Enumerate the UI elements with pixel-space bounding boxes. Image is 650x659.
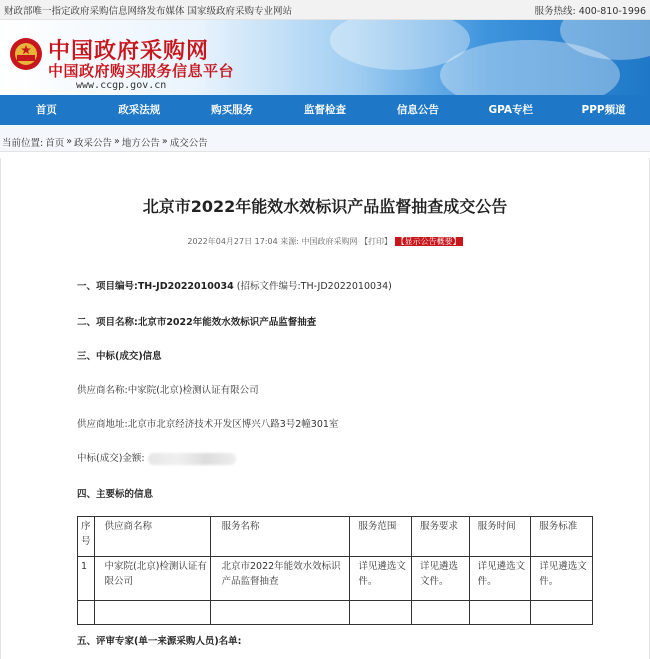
table-cell: 详见遴选文件。 — [469, 557, 531, 601]
supplier-name: 中家院(北京)检测认证有限公司 — [127, 385, 259, 396]
table-cell: 北京市2022年能效水效标识产品监督抽查 — [211, 557, 350, 601]
service-hotline — [534, 3, 646, 17]
breadcrumb-local-announcements[interactable]: 地方公告 — [121, 137, 160, 149]
hotline-number: 400-810-1996 — [578, 5, 646, 17]
table-header: 服务名称 — [211, 517, 350, 557]
national-emblem-icon[interactable] — [8, 34, 44, 74]
main-subject-heading — [77, 486, 153, 500]
supplier-name-label: 供应商名称: — [77, 385, 128, 396]
breadcrumb — [0, 132, 650, 152]
page-title: 北京市2022年能效水效标识产品监督抽查成交公告 — [142, 197, 508, 216]
table-cell: 详见遴选文件。 — [350, 557, 412, 601]
table-cell — [350, 601, 412, 625]
section-heading: 五、评审专家(单一来源采购人员)名单: — [77, 636, 242, 647]
breadcrumb-separator: » — [66, 136, 73, 147]
table-cell — [94, 601, 211, 625]
source-label: 来源: — [280, 237, 299, 246]
table-row — [78, 601, 593, 625]
table-header: 序号 — [78, 517, 95, 557]
table-header-row — [78, 517, 593, 557]
supplier-name-line — [77, 382, 259, 396]
table-cell — [469, 601, 531, 625]
table-header: 服务要求 — [411, 517, 469, 557]
breadcrumb-separator: » — [161, 136, 168, 147]
redacted-amount — [148, 453, 236, 465]
table-cell: 详见遴选文件。 — [411, 557, 469, 601]
site-title[interactable]: 中国政府采购网 — [48, 39, 210, 64]
publish-date: 2022年04月27日 17:04 — [187, 237, 278, 246]
table-header: 服务范围 — [350, 517, 412, 557]
article-meta — [1, 236, 649, 247]
project-name-label: 二、项目名称: — [77, 317, 138, 328]
supplier-address: 北京市北京经济技术开发区博兴八路3号2幢301室 — [127, 419, 339, 430]
section-heading: 三、中标(成交)信息 — [77, 351, 162, 362]
breadcrumb-gov-announcements[interactable]: 政采公告 — [74, 137, 113, 149]
spacer — [0, 125, 650, 132]
section-heading: 四、主要标的信息 — [77, 489, 154, 500]
award-amount-label: 中标(成交)金额: — [77, 453, 145, 464]
table-header: 供应商名称 — [94, 517, 211, 557]
print-link[interactable]: 【打印】 — [360, 237, 393, 246]
project-name-line — [77, 314, 316, 328]
show-summary-button[interactable]: 【显示公告概要】 — [396, 237, 461, 246]
supplier-address-line — [77, 416, 338, 430]
site-subtitle: 中国政府购买服务信息平台 — [48, 62, 235, 80]
nav-home[interactable]: 首页 — [35, 104, 57, 116]
table-cell — [411, 601, 469, 625]
nav-ppp[interactable]: PPP频道 — [581, 104, 626, 116]
table-cell — [531, 601, 593, 625]
project-number-label: 一、项目编号: — [77, 281, 138, 292]
nav-announcements[interactable]: 信息公告 — [396, 104, 439, 116]
review-experts-heading — [77, 633, 241, 647]
breadcrumb-prefix: 当前位置: — [2, 137, 44, 149]
table-header: 服务时间 — [469, 517, 531, 557]
table-cell: 详见遴选文件。 — [531, 557, 593, 601]
site-banner — [0, 20, 650, 95]
project-number: TH-JD2022010034 — [137, 281, 234, 292]
subject-table — [77, 516, 593, 625]
table-row — [78, 557, 593, 601]
top-utility-bar — [0, 0, 650, 20]
breadcrumb-home[interactable]: 首页 — [45, 137, 65, 149]
tender-doc-number: (招标文件编号:TH-JD2022010034) — [236, 281, 392, 292]
table-cell — [211, 601, 350, 625]
site-url: www.ccgp.gov.cn — [76, 80, 167, 91]
breadcrumb-deal-announcements[interactable]: 成交公告 — [169, 137, 208, 149]
top-slogan: 财政部唯一指定政府采购信息网络发布媒体 国家级政府采购专业网站 — [4, 5, 293, 17]
table-cell — [78, 601, 95, 625]
table-header: 服务标准 — [531, 517, 593, 557]
award-info-heading — [77, 348, 162, 362]
source-name: 中国政府采购网 — [301, 237, 358, 246]
nav-gpa[interactable]: GPA专栏 — [488, 104, 533, 116]
hotline-label: 服务热线: — [534, 5, 576, 17]
table-cell: 中家院(北京)检测认证有限公司 — [94, 557, 211, 601]
nav-regulations[interactable]: 政采法规 — [118, 104, 161, 116]
table-cell: 1 — [78, 557, 95, 601]
main-nav — [0, 95, 650, 125]
award-amount-line — [77, 450, 236, 465]
project-number-line — [77, 278, 392, 292]
breadcrumb-separator: » — [114, 136, 120, 147]
article-content — [0, 158, 650, 659]
nav-purchase-services[interactable]: 购买服务 — [211, 104, 254, 116]
nav-supervision[interactable]: 监督检查 — [304, 104, 346, 116]
supplier-address-label: 供应商地址: — [77, 419, 128, 430]
project-name: 北京市2022年能效水效标识产品监督抽查 — [137, 317, 317, 328]
